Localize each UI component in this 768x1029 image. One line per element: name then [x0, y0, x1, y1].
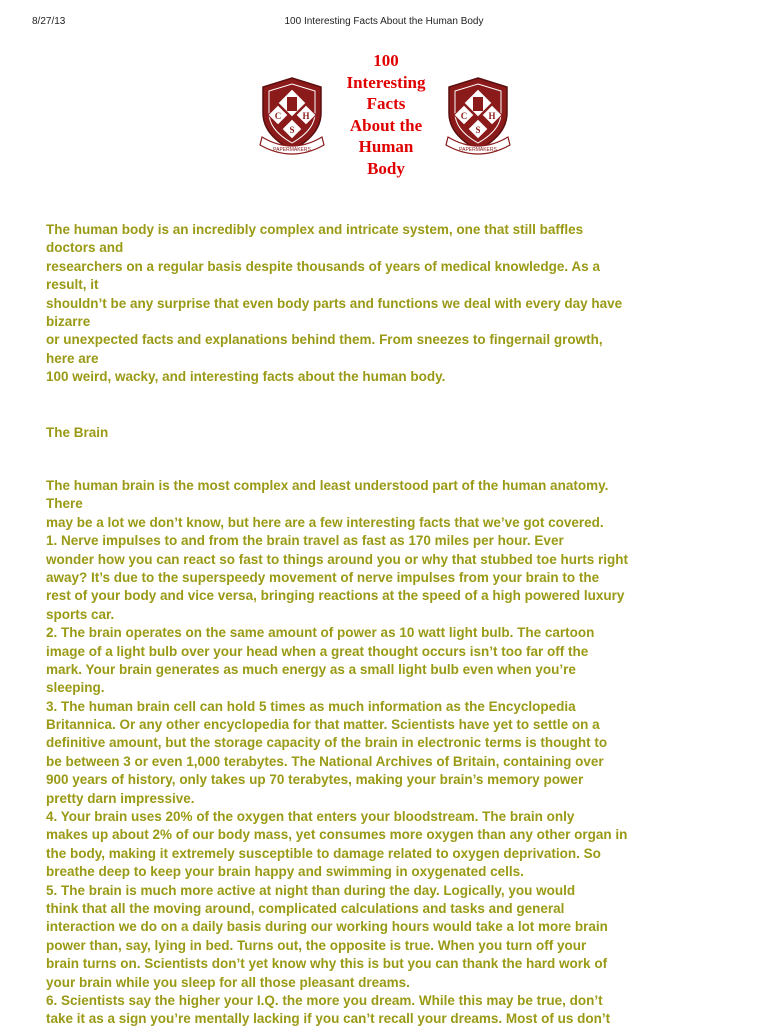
- text-line: 900 years of history, only takes up 70 terabytes, making your brain’s memory power: [46, 772, 584, 788]
- text-line: brain turns on. Scientists don’t yet know why this is but you can thank the hard work of: [46, 956, 608, 972]
- text-line: 2. The brain operates on the same amount of power as 10 watt light bulb. The cartoon: [46, 625, 595, 641]
- text-line: doctors and: [46, 240, 124, 256]
- text-line: interaction we do on a daily basis during our working hours would take a lot more brain: [46, 919, 608, 935]
- text-line: Britannica. Or any other encyclopedia for that matter. Scientists have yet to settle on a: [46, 717, 600, 733]
- text-line: makes up about 2% of our body mass, yet consumes more oxygen than any other organ in: [46, 827, 628, 843]
- svg-text:H: H: [488, 111, 496, 121]
- svg-text:S: S: [475, 125, 481, 135]
- title-line: Facts: [366, 94, 406, 113]
- text-line: result, it: [46, 277, 99, 293]
- text-line: 4. Your brain uses 20% of the oxygen that enters your bloodstream. The brain only: [46, 809, 575, 825]
- chs-crest-logo-right: [442, 75, 514, 155]
- text-line: 6. Scientists say the higher your I.Q. the more you dream. While this may be true, don’t: [46, 992, 603, 1008]
- text-line: sports car.: [46, 606, 115, 622]
- text-line: 100 weird, wacky, and interesting facts about the human body.: [46, 369, 446, 385]
- svg-text:S: S: [289, 125, 295, 135]
- text-line: here are: [46, 350, 99, 366]
- brain-section-body: [46, 477, 736, 1029]
- text-line: definitive amount, but the storage capacity of the brain in electronic terms is thought to: [46, 735, 608, 751]
- text-line: The human brain is the most complex and least understood part of the human anatomy.: [46, 478, 609, 493]
- text-line: your brain while you sleep for all those pleasant dreams.: [46, 974, 410, 990]
- text-line: take it as a sign you’re mentally lacking if you can’t recall your dreams. Most of us don’t: [46, 1011, 611, 1027]
- text-line: breathe deep to keep your brain happy and swimming in oxygenated cells.: [46, 864, 524, 880]
- title-block: [0, 50, 768, 180]
- text-line: away? It’s due to the superspeedy movement of nerve impulses from your brain to the: [46, 569, 600, 585]
- title-line: Interesting: [346, 72, 426, 92]
- text-line: The human body is an incredibly complex and intricate system, one that still baffles: [46, 222, 584, 237]
- text-line: bizarre: [46, 313, 91, 329]
- text-line: or unexpected facts and explanations behind them. From sneezes to fingernail growth,: [46, 332, 603, 348]
- text-line: power than, say, lying in bed. Turns out, the opposite is true. When you turn off your: [46, 937, 587, 953]
- svg-text:C: C: [274, 111, 282, 121]
- text-line: be between 3 or even 1,000 terabytes. The National Archives of Britain, containing over: [46, 753, 604, 769]
- text-line: There: [46, 496, 83, 512]
- text-line: 3. The human brain cell can hold 5 times as much information as the Encyclopedia: [46, 698, 576, 714]
- text-line: the body, making it extremely susceptible to damage related to oxygen deprivation. So: [46, 845, 601, 861]
- text-line: researchers on a regular basis despite thousands of years of medical knowledge. As a: [46, 258, 600, 274]
- text-line: mark. Your brain generates as much energy as a small light bulb even when you’re: [46, 661, 576, 677]
- intro-paragraph: [46, 221, 736, 387]
- section-heading-brain: The Brain: [46, 425, 109, 440]
- document-title: [324, 50, 448, 179]
- text-line: 5. The brain is much more active at night than during the day. Logically, you would: [46, 882, 576, 898]
- text-line: rest of your body and vice versa, bringing reactions at the speed of a high powered luxury: [46, 588, 625, 604]
- print-page-title: 100 Interesting Facts About the Human Body: [284, 16, 484, 27]
- text-line: shouldn’t be any surprise that even body parts and functions we deal with every day have: [46, 295, 623, 311]
- text-line: sleeping.: [46, 680, 105, 696]
- title-line: Human: [358, 137, 414, 156]
- svg-text:C: C: [460, 111, 468, 121]
- text-line: wonder how you can react so fast to things around you or why that stubbed toe hurts right: [46, 551, 629, 567]
- svg-text:PAPERMAKERS: PAPERMAKERS: [459, 147, 497, 153]
- print-date: 8/27/13: [32, 16, 66, 27]
- text-line: pretty darn impressive.: [46, 790, 195, 806]
- title-line: Body: [367, 158, 405, 178]
- title-line: 100: [373, 51, 399, 70]
- svg-text:PAPERMAKERS: PAPERMAKERS: [273, 147, 311, 153]
- text-line: think that all the moving around, complicated calculations and tasks and general: [46, 900, 565, 916]
- svg-text:H: H: [302, 111, 310, 121]
- text-line: 1. Nerve impulses to and from the brain travel as fast as 170 miles per hour. Ever: [46, 533, 564, 549]
- chs-crest-logo-left: [256, 75, 328, 155]
- title-line: About the: [349, 115, 423, 135]
- text-line: image of a light bulb over your head when a great thought occurs isn’t too far off the: [46, 643, 589, 659]
- text-line: may be a lot we don’t know, but here are a few interesting facts that we’ve got covered.: [46, 514, 604, 530]
